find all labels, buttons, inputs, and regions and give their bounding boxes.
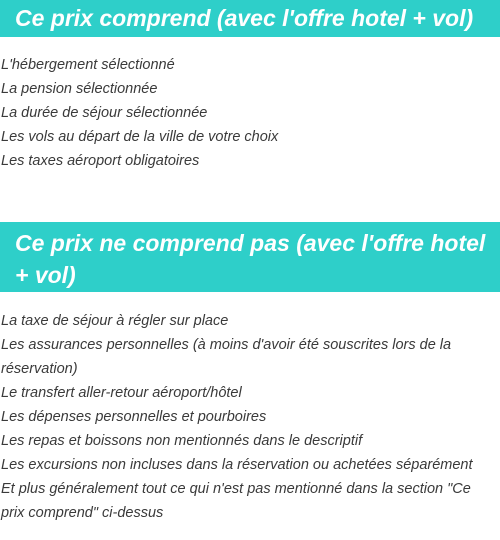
list-item: Les repas et boissons non mentionnés dans le descriptif: [1, 433, 363, 449]
list-item: La pension sélectionnée: [1, 81, 158, 97]
list-item: L'hébergement sélectionné: [1, 57, 175, 73]
list-item: Les vols au départ de la ville de votre choix: [1, 129, 279, 145]
list-item: Les excursions non incluses dans la réservation ou achetées séparément: [1, 457, 473, 473]
list-item: Les taxes aéroport obligatoires: [1, 153, 200, 169]
excluded-section-title: Ce prix ne comprend pas (avec l'offre hotel + vol): [0, 222, 500, 292]
included-section: [0, 0, 500, 173]
list-item: Et plus généralement tout ce qui n'est pas mentionné dans la section "Ce prix comprend" ci-dessus: [1, 481, 471, 521]
list-item: La taxe de séjour à régler sur place: [1, 313, 229, 329]
list-item: Les assurances personnelles (à moins d'avoir été souscrites lors de la réservation): [1, 337, 452, 377]
included-section-title: Ce prix comprend (avec l'offre hotel + vol): [0, 0, 500, 37]
list-item: La durée de séjour sélectionnée: [1, 105, 208, 121]
list-item: Le transfert aller-retour aéroport/hôtel: [1, 385, 242, 401]
excluded-list: [0, 309, 500, 525]
excluded-section: [0, 222, 500, 525]
included-list: [0, 53, 500, 173]
list-item: Les dépenses personnelles et pourboires: [1, 409, 267, 425]
